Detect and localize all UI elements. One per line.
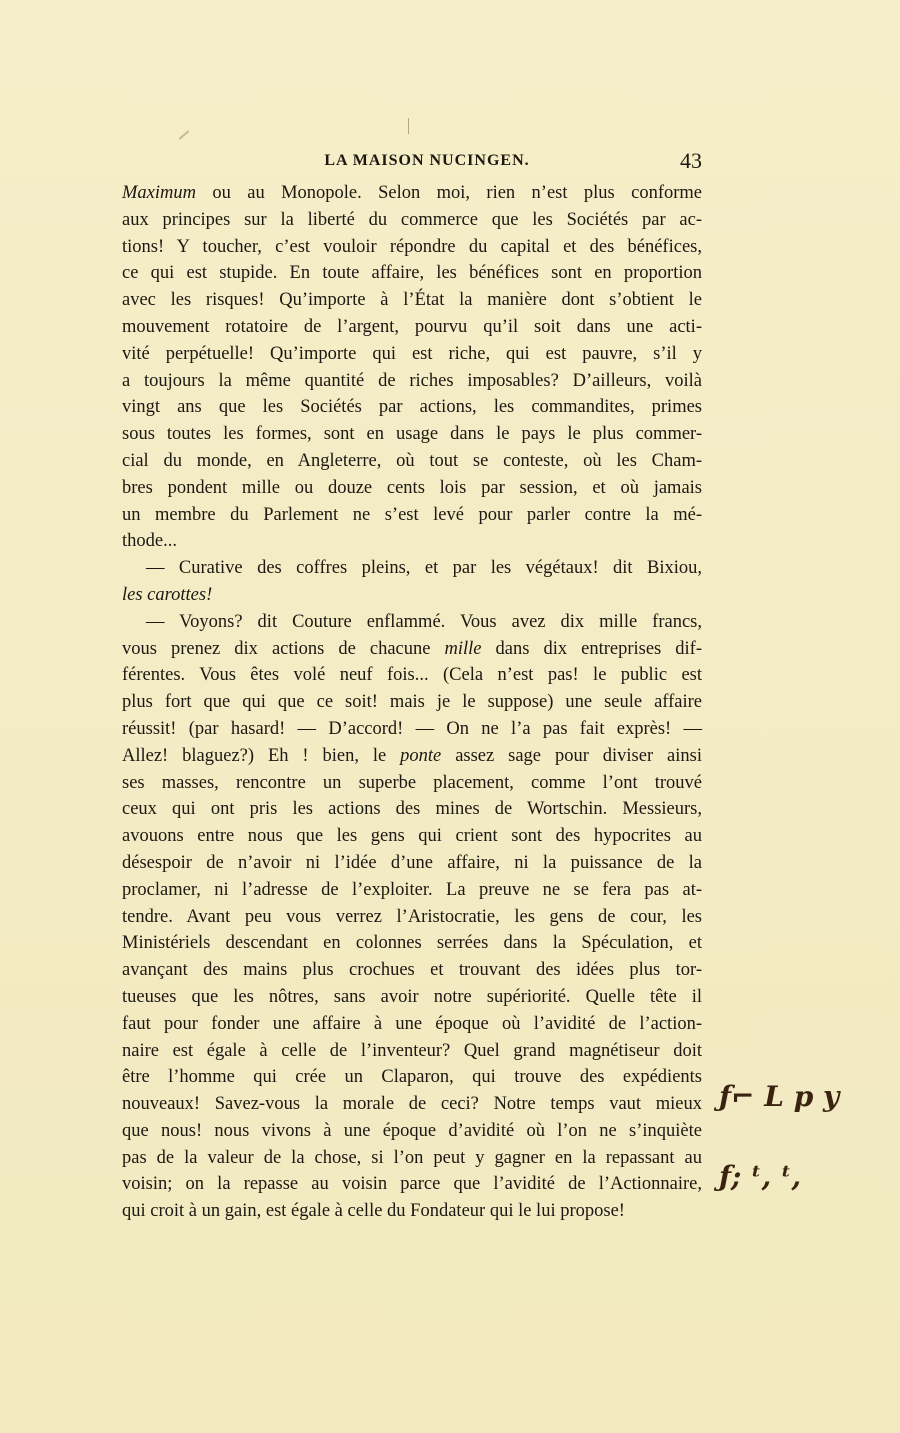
stray-ink-tick [408, 118, 409, 134]
text-line: ceux qui ont pris les actions des mines de Wortschin. Messieurs, [122, 799, 702, 820]
margin-correction-2: ƒ; ᵗ, ᵗ, [719, 1160, 802, 1193]
text-line: pas de la valeur de la chose, si l’on peut y gagner en la repassant au [122, 1147, 702, 1168]
text-line: plus fort que qui que ce soit! mais je le suppose) une seule affaire [122, 692, 702, 713]
text-line: réussit! (par hasard! — D’accord! — On ne l’a pas fait exprès! — [122, 718, 702, 739]
text-line [122, 180, 702, 207]
text-line: — Curative des coffres pleins, et par les végétaux! dit Bixiou, [146, 558, 702, 579]
text-line: avec les risques! Qu’importe à l’État la manière dont s’obtient le [122, 290, 702, 311]
text-line: faut pour fonder une affaire à une époque où l’avidité de l’action- [122, 1013, 702, 1034]
text-line: être l’homme qui crée un Claparon, qui trouve des expédients [122, 1067, 702, 1088]
text-line: a toujours la même quantité de riches imposables? D’ailleurs, voilà [122, 370, 702, 391]
line-text: ou au Monopole. Selon moi, rien n’est plus conforme [195, 183, 702, 203]
text-line: vingt ans que les Sociétés par actions, les commandites, primes [122, 397, 702, 418]
text-line: que nous! nous vivons à une époque d’avidité où l’on ne s’inquiète [122, 1120, 702, 1141]
text-line: désespoir de n’avoir ni l’idée d’une affaire, ni la puissance de la [122, 852, 702, 873]
running-header [122, 148, 702, 178]
text-line: tions! Y toucher, c’est vouloir répondre du capital et des bénéfices, [122, 236, 702, 257]
text-line: Ministériels descendant en colonnes serrées dans la Spéculation, et [122, 933, 702, 954]
text-line: — Voyons? dit Couture enflammé. Vous avez dix mille francs, [146, 611, 702, 632]
text-line: avouons entre nous que les gens qui crient sont des hypocrites au [122, 826, 702, 847]
text-line: tendre. Avant peu vous verrez l’Aristocratie, les gens de cour, les [122, 906, 702, 927]
text-line: naire est égale à celle de l’inventeur? Quel grand magnétiseur doit [122, 1040, 702, 1061]
text-line: les carottes! [122, 584, 213, 605]
text-line: nouveaux! Savez-vous la morale de ceci? Notre temps vaut mieux [122, 1094, 702, 1115]
text-body [122, 180, 702, 1225]
text-line: sous toutes les formes, sont en usage dans le pays le plus commer- [122, 424, 702, 445]
italic-word: mille [444, 638, 482, 659]
text-line [122, 743, 702, 770]
text-line [122, 636, 702, 663]
line-text: Allez! blaguez?) Eh ! bien, le [122, 745, 401, 766]
text-line: thode... [122, 531, 177, 552]
text-line: ce qui est stupide. En toute affaire, les bénéfices sont en proportion [122, 263, 702, 284]
italic-word: Maximum [122, 183, 196, 203]
text-line: vité perpétuelle! Qu’importe qui est riche, qui est pauvre, s’il y [122, 343, 702, 364]
line-text: vous prenez dix actions de chacune [122, 638, 445, 659]
stray-ink-mark [179, 130, 189, 139]
line-text: dans dix entreprises dif- [481, 638, 702, 659]
page-number: 43 [680, 148, 702, 173]
text-line: cial du monde, en Angleterre, où tout se conteste, où les Cham- [122, 450, 702, 471]
text-line: ses masses, rencontre un superbe placement, comme l’ont trouvé [122, 772, 702, 793]
handwritten-margin-notes [715, 1080, 890, 1220]
italic-word: ponte [400, 745, 442, 766]
text-line: voisin; on la repasse au voisin parce que l’avidité de l’Actionnaire, [122, 1174, 702, 1195]
text-line: aux principes sur la liberté du commerce que les Sociétés par ac- [122, 209, 702, 230]
text-line: férentes. Vous êtes volé neuf fois... (Cela n’est pas! le public est [122, 665, 702, 686]
text-line: bres pondent mille ou douze cents lois par session, et où jamais [122, 477, 702, 498]
text-line: mouvement rotatoire de l’argent, pourvu qu’il soit dans une acti- [122, 316, 702, 337]
line-text: assez sage pour diviser ainsi [441, 745, 702, 766]
running-title: LA MAISON NUCINGEN. [324, 152, 530, 169]
text-line: un membre du Parlement ne s’est levé pour parler contre la mé- [122, 504, 702, 525]
text-line: proclamer, ni l’adresse de l’exploiter. La preuve ne se fera pas at- [122, 879, 702, 900]
text-line: tueuses que les nôtres, sans avoir notre supériorité. Quelle tête il [122, 986, 702, 1007]
text-line: qui croit à un gain, est égale à celle du Fondateur qui le lui propose! [122, 1201, 625, 1222]
text-line: avançant des mains plus crochues et trouvant des idées plus tor- [122, 960, 702, 981]
margin-correction-1: ƒ⌐ L p y [719, 1080, 840, 1113]
